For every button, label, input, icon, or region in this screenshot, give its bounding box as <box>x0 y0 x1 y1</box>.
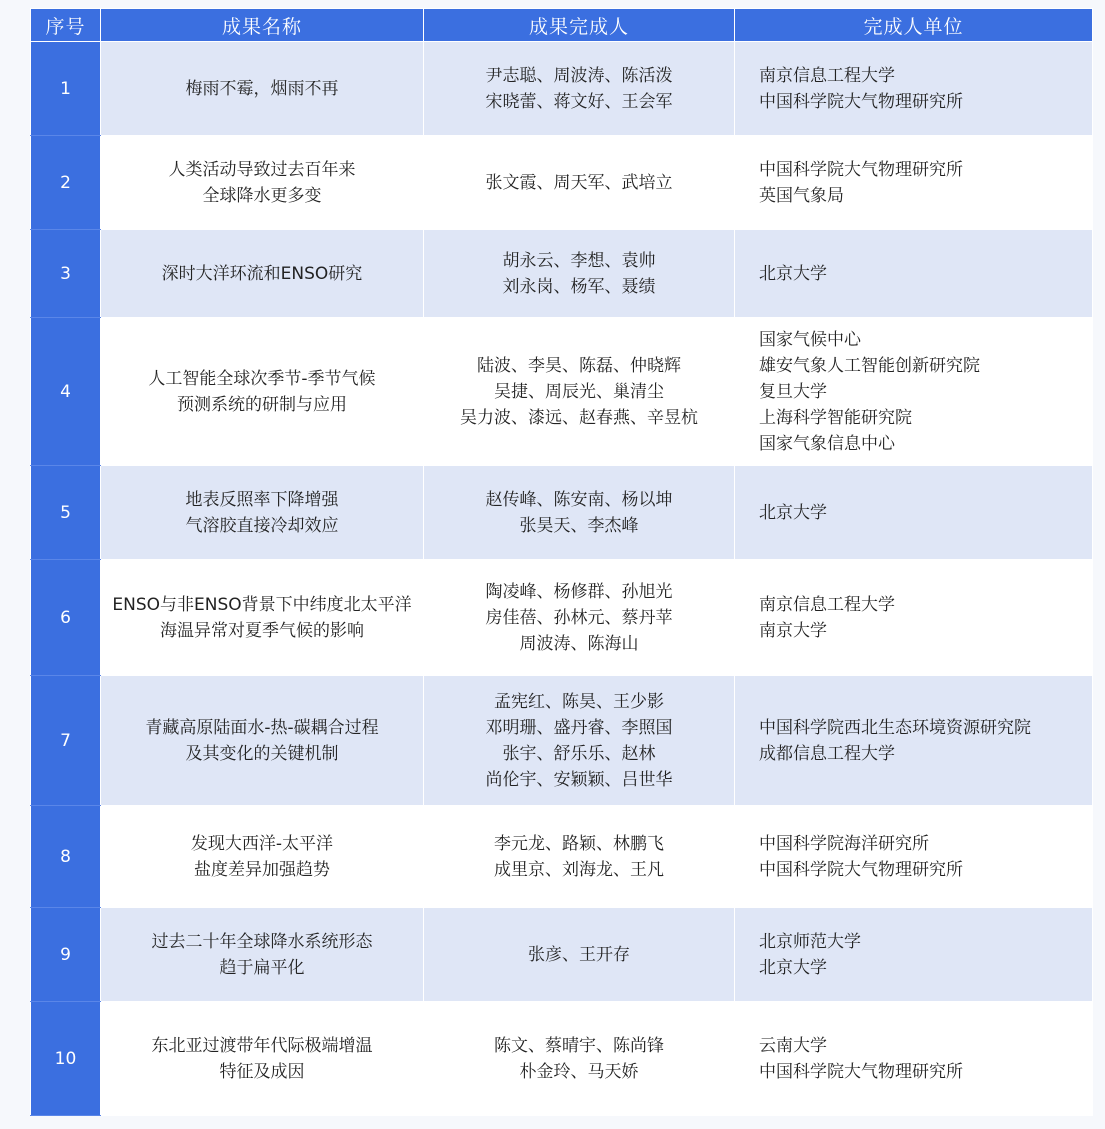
achievement-people: 张文霞、周天军、武培立 <box>424 136 735 230</box>
achievement-units: 南京信息工程大学 中国科学院大气物理研究所 <box>735 42 1093 136</box>
row-index: 6 <box>31 560 101 676</box>
achievement-people: 陈文、蔡晴宇、陈尚锋 朴金玲、马天娇 <box>424 1002 735 1116</box>
achievement-units: 北京师范大学 北京大学 <box>735 908 1093 1002</box>
table-row <box>31 806 1093 908</box>
table-body <box>31 42 1093 1116</box>
achievement-name: 过去二十年全球降水系统形态 趋于扁平化 <box>101 908 424 1002</box>
achievement-units: 南京信息工程大学 南京大学 <box>735 560 1093 676</box>
achievement-name: 发现大西洋-太平洋 盐度差异加强趋势 <box>101 806 424 908</box>
row-index: 1 <box>31 42 101 136</box>
table-row <box>31 318 1093 466</box>
achievement-name: 梅雨不霉，烟雨不再 <box>101 42 424 136</box>
results-table-container <box>30 8 1092 1114</box>
row-index: 5 <box>31 466 101 560</box>
achievement-people: 李元龙、路颖、林鹏飞 成里京、刘海龙、王凡 <box>424 806 735 908</box>
row-index: 7 <box>31 676 101 806</box>
achievement-units: 中国科学院大气物理研究所 英国气象局 <box>735 136 1093 230</box>
achievement-units: 云南大学 中国科学院大气物理研究所 <box>735 1002 1093 1116</box>
achievement-units: 北京大学 <box>735 230 1093 318</box>
table-row <box>31 908 1093 1002</box>
header-index: 序号 <box>31 9 101 42</box>
row-index: 4 <box>31 318 101 466</box>
row-index: 9 <box>31 908 101 1002</box>
row-index: 8 <box>31 806 101 908</box>
table-row <box>31 466 1093 560</box>
header-row <box>31 9 1093 42</box>
achievement-name: 深时大洋环流和ENSO研究 <box>101 230 424 318</box>
achievement-name: ENSO与非ENSO背景下中纬度北太平洋 海温异常对夏季气候的影响 <box>101 560 424 676</box>
table-row <box>31 42 1093 136</box>
achievement-name: 人工智能全球次季节-季节气候 预测系统的研制与应用 <box>101 318 424 466</box>
achievement-people: 陶凌峰、杨修群、孙旭光 房佳蓓、孙林元、蔡丹苹 周波涛、陈海山 <box>424 560 735 676</box>
table-row <box>31 676 1093 806</box>
achievement-name: 东北亚过渡带年代际极端增温 特征及成因 <box>101 1002 424 1116</box>
achievement-people: 陆波、李昊、陈磊、仲晓辉 吴捷、周辰光、巢清尘 吴力波、漆远、赵春燕、辛昱杭 <box>424 318 735 466</box>
achievement-people: 胡永云、李想、袁帅 刘永岗、杨军、聂绩 <box>424 230 735 318</box>
header-name: 成果名称 <box>101 9 424 42</box>
table-header <box>31 9 1093 42</box>
achievement-units: 国家气候中心 雄安气象人工智能创新研究院 复旦大学 上海科学智能研究院 国家气象信息中心 <box>735 318 1093 466</box>
achievement-name: 人类活动导致过去百年来 全球降水更多变 <box>101 136 424 230</box>
achievement-units: 中国科学院西北生态环境资源研究院 成都信息工程大学 <box>735 676 1093 806</box>
table-row <box>31 1002 1093 1116</box>
achievement-units: 北京大学 <box>735 466 1093 560</box>
table-row <box>31 560 1093 676</box>
achievement-units: 中国科学院海洋研究所 中国科学院大气物理研究所 <box>735 806 1093 908</box>
achievement-people: 赵传峰、陈安南、杨以坤 张昊天、李杰峰 <box>424 466 735 560</box>
row-index: 3 <box>31 230 101 318</box>
achievement-people: 孟宪红、陈昊、王少影 邓明珊、盛丹睿、李照国 张宇、舒乐乐、赵林 尚伦宇、安颖颖、吕世华 <box>424 676 735 806</box>
achievement-name: 青藏高原陆面水-热-碳耦合过程 及其变化的关键机制 <box>101 676 424 806</box>
header-people: 成果完成人 <box>424 9 735 42</box>
row-index: 10 <box>31 1002 101 1116</box>
table-row <box>31 230 1093 318</box>
achievement-people: 尹志聪、周波涛、陈活泼 宋晓蕾、蒋文好、王会军 <box>424 42 735 136</box>
table-row <box>31 136 1093 230</box>
header-units: 完成人单位 <box>735 9 1093 42</box>
results-table <box>30 8 1093 1116</box>
achievement-name: 地表反照率下降增强 气溶胶直接冷却效应 <box>101 466 424 560</box>
row-index: 2 <box>31 136 101 230</box>
achievement-people: 张彦、王开存 <box>424 908 735 1002</box>
